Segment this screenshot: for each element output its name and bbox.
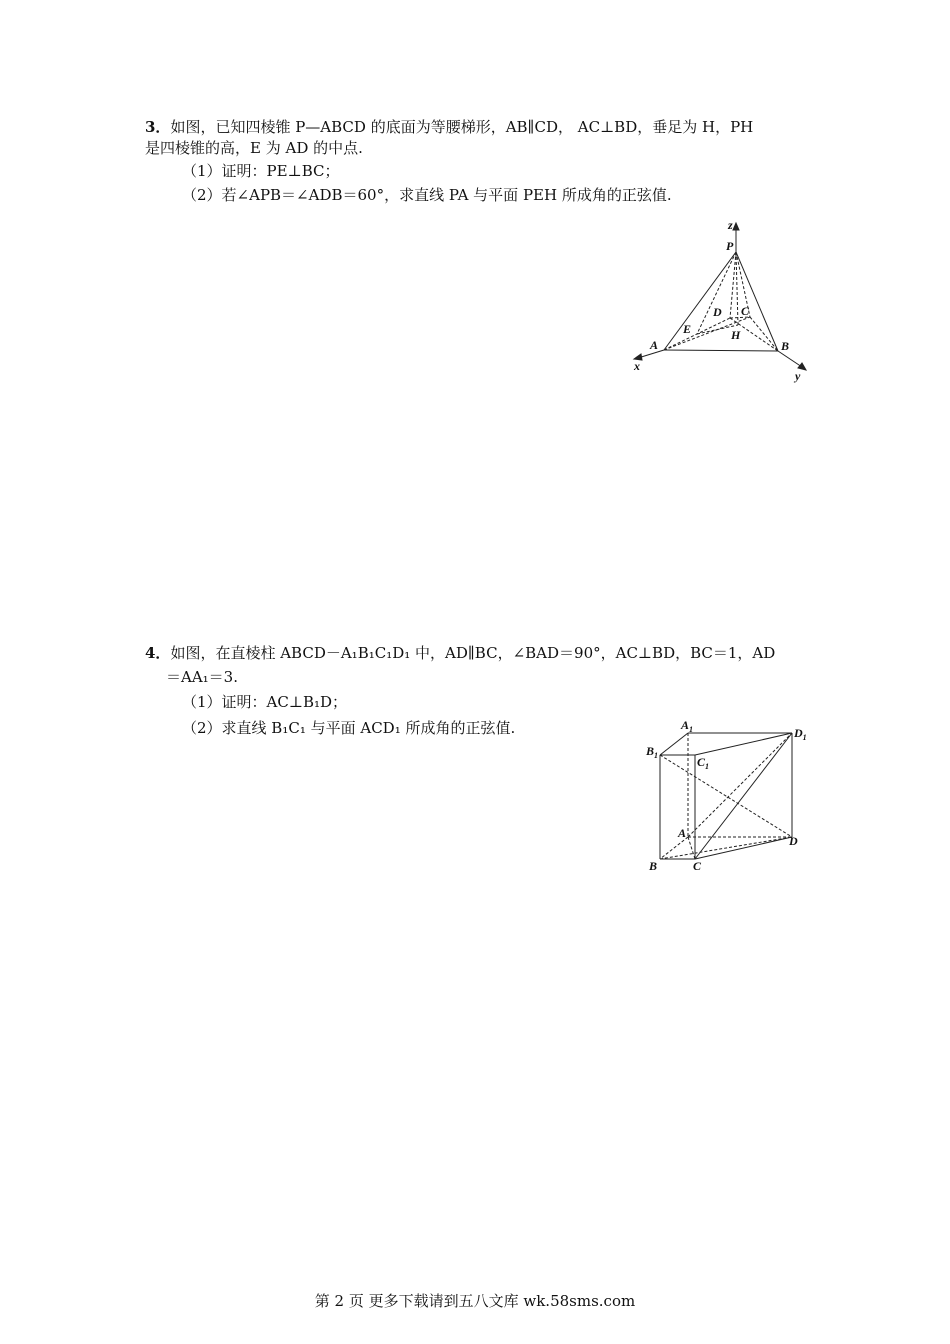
- problem4-line2: ＝AA₁＝3.: [166, 668, 238, 686]
- problem3-line2: 是四棱锥的高，E 为 AD 的中点.: [145, 139, 363, 157]
- problem4-statement-1: 如图，在直棱柱 ABCD－A₁B₁C₁D₁ 中，AD∥BC，∠BAD＝90°，AC⊥BD，BC＝1，AD: [170, 644, 776, 662]
- edge-PE: [697, 252, 736, 334]
- edge-A1B1: [660, 733, 688, 755]
- edge-PH: [736, 252, 738, 325]
- problem3-part1: （1）证明：PE⊥BC；: [182, 162, 340, 180]
- label-D1: $D_1$: [794, 726, 807, 742]
- label-B: B: [649, 859, 658, 873]
- label-z: z: [728, 218, 733, 232]
- label-x: x: [634, 359, 640, 373]
- label-A: A: [650, 338, 659, 352]
- problem4-part1: （1）证明：AC⊥B₁D；: [182, 693, 348, 711]
- problem3-number: 3．: [145, 118, 171, 136]
- edge-CB: [750, 317, 778, 351]
- label-B: B: [781, 339, 790, 353]
- label-D: D: [713, 305, 722, 319]
- problem3-statement-1: 如图，已知四棱锥 P—ABCD 的底面为等腰梯形，AB∥CD， AC⊥BD，垂足为 H，PH: [170, 118, 754, 136]
- label-C1: $C_1$: [697, 755, 710, 771]
- problem3-part2: （2）若∠APB＝∠ADB＝60°，求直线 PA 与平面 PEH 所成角的正弦值.: [182, 186, 672, 204]
- label-C: C: [693, 859, 702, 873]
- label-B1: $B_1$: [646, 744, 659, 760]
- edge-PA: [664, 252, 736, 350]
- edge-AB: [664, 350, 778, 351]
- diag-B1D: [660, 755, 792, 837]
- z-axis-arrow: [733, 223, 739, 230]
- problem3-figure: [620, 215, 820, 390]
- label-P: P: [726, 239, 734, 253]
- label-E: E: [683, 322, 692, 336]
- label-y: y: [795, 369, 801, 383]
- problem4-part2: （2）求直线 B₁C₁ 与平面 ACD₁ 所成角的正弦值.: [182, 719, 516, 737]
- label-D: D: [789, 834, 798, 848]
- problem4-figure: [640, 713, 815, 878]
- diag-AD1: [688, 733, 792, 837]
- label-H: H: [731, 328, 741, 342]
- problem3-line1: [145, 117, 753, 137]
- problem4-number: 4．: [145, 644, 171, 662]
- label-A1: $A_1$: [681, 718, 694, 734]
- label-C: C: [741, 304, 750, 318]
- page-footer: 第 2 页 更多下载请到五八文库 wk.58sms.com: [314, 1292, 636, 1310]
- problem4-line1: [145, 643, 775, 663]
- edge-AB: [660, 837, 688, 859]
- diag-BD: [660, 837, 792, 859]
- label-A: A: [678, 826, 687, 840]
- diag-AC: [688, 837, 695, 859]
- y-axis-line: [778, 351, 802, 367]
